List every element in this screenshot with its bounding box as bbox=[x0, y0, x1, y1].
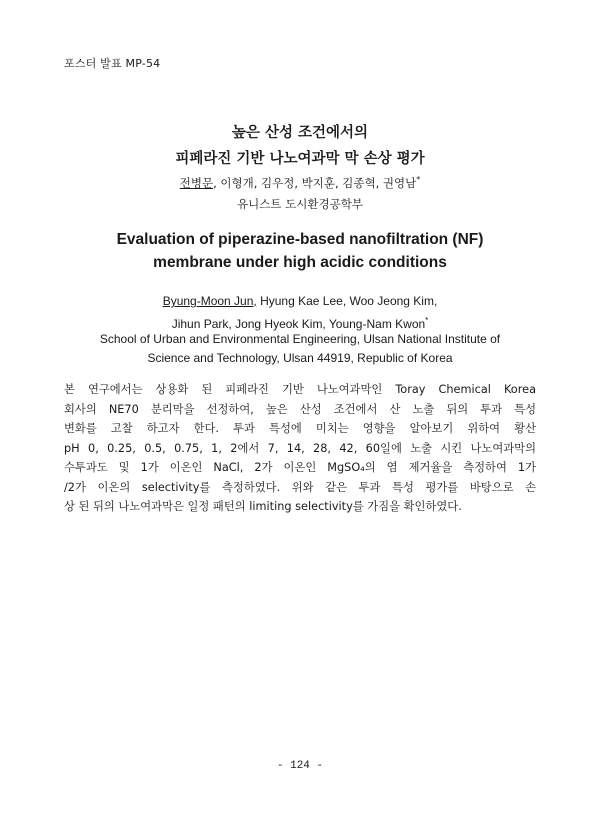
abstract-line: 수투과도 및 1가 이온인 NaCl, 2가 이온인 MgSO₄의 염 제거율을 측정하여 1가 bbox=[64, 461, 536, 474]
abstract-line: 상 된 뒤의 나노여과막은 일정 패턴의 limiting selectivity를 가짐을 확인하였다. bbox=[64, 500, 462, 513]
english-presenter: Byung-Moon Jun, bbox=[162, 294, 257, 308]
korean-affiliation: 유니스트 도시환경공학부 bbox=[237, 197, 363, 211]
abstract-line: 본 연구에서는 상용화 된 피페라진 기반 나노여과막인 Toray Chemical Korea bbox=[64, 383, 536, 396]
english-coauthors-1: Hyung Kae Lee, Woo Jeong Kim, bbox=[256, 294, 438, 308]
korean-presenter: 전병문 bbox=[179, 176, 214, 190]
corresponding-mark-en: * bbox=[425, 316, 429, 325]
korean-authors bbox=[0, 175, 600, 191]
english-affiliation-line-2: Science and Technology, Ulsan 44919, Republic of Korea bbox=[147, 351, 453, 365]
korean-title-line-2: 피페라진 기반 나노여과막 막 손상 평가 bbox=[175, 151, 425, 167]
corresponding-mark-ko: * bbox=[416, 175, 421, 185]
korean-title-line-1: 높은 산성 조건에서의 bbox=[231, 125, 369, 141]
english-affiliation-line-1: School of Urban and Environmental Engineering, Ulsan National Institute of bbox=[99, 332, 501, 346]
abstract-body bbox=[64, 380, 536, 517]
abstract-line: 회사의 NE70 분리막을 선정하여, 높은 산성 조건에서 산 노출 뒤의 투과 특성 bbox=[64, 402, 536, 416]
english-title-line-2: membrane under high acidic conditions bbox=[153, 254, 447, 271]
korean-coauthors: , 이형개, 김우정, 박지훈, 김종혁, 권영남 bbox=[213, 176, 417, 190]
abstract-line: 변화를 고찰 하고자 한다. 투과 특성에 미치는 영향을 알아보기 위하여 황산 bbox=[64, 422, 536, 435]
english-authors-line-1 bbox=[0, 292, 600, 311]
english-title-line-1: Evaluation of piperazine-based nanofiltration (NF) bbox=[116, 231, 484, 248]
abstract-line: /2가 이온의 selectivity를 측정하였다. 위와 같은 투과 특성 평가를 바탕으로 손 bbox=[64, 480, 536, 494]
session-label: 포스터 발표 MP-54 bbox=[64, 57, 161, 70]
page-number: - 124 - bbox=[276, 760, 324, 772]
english-coauthors-2: Jihun Park, Jong Hyeok Kim, Young-Nam Kwon bbox=[171, 317, 426, 331]
abstract-line: pH 0, 0.25, 0.5, 0.75, 1, 2에서 7, 14, 28, 42, 60일에 노출 시킨 나노여과막의 bbox=[64, 441, 536, 455]
